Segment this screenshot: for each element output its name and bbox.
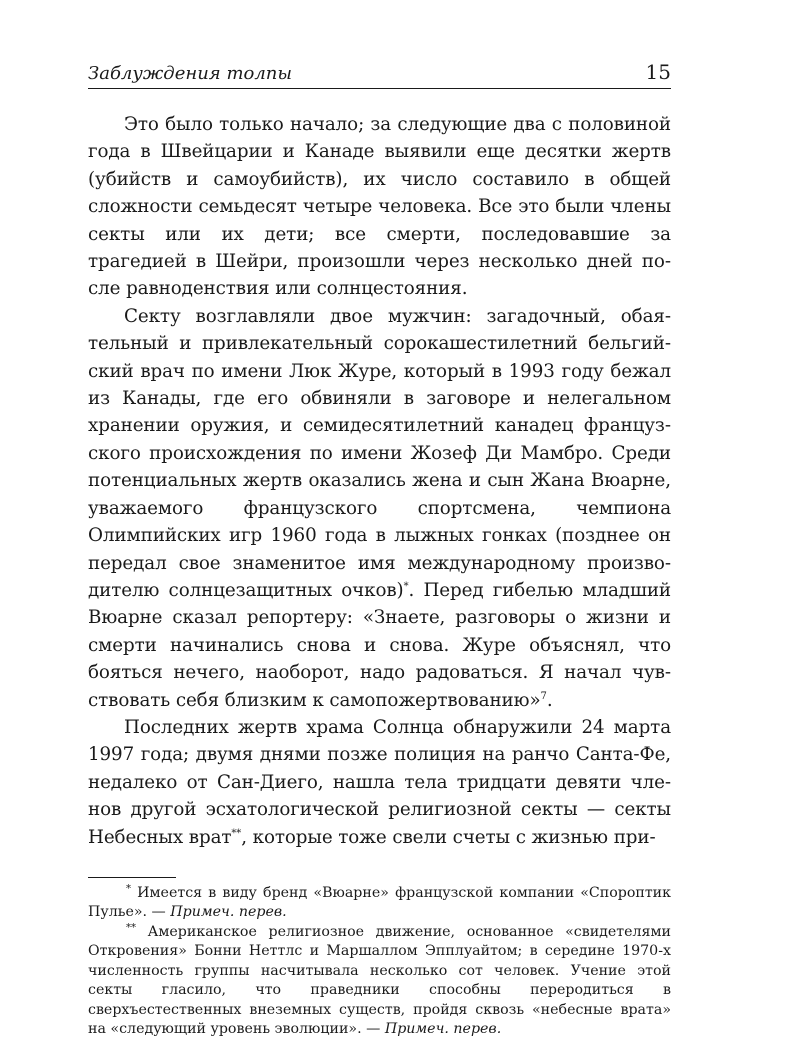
footnote-ref: * <box>403 580 409 592</box>
paragraph-2 <box>88 303 671 714</box>
paragraph-text: . <box>546 689 553 711</box>
footnote-text: Американское религиозное движение, основанное «свидетелями Откровения» Бонни Неттлс и Маршаллом Эпплуайтом; в середине 1970-х численность группы насчитывала несколько сот человек. Учение этой секты гласило, что праведники способны переродиться в сверхъестественных внеземных существ, пройдя сквозь «небесные врата» на «следующий уровень эволюции». — <box>88 923 671 1038</box>
footnote-2 <box>88 923 671 1040</box>
book-page <box>88 60 671 1040</box>
running-head <box>88 60 671 89</box>
footnote-1 <box>88 884 671 923</box>
paragraph-text: . Перед гибелью младший Вюарне сказал репортеру: «Знаете, разговоры о жизни и смерти начинались снова и снова. Журе объяснял, что бояться нечего, наоборот, надо радоваться. Я начал чувствовать себя близким к самопожертвованию» <box>88 579 672 711</box>
paragraph-text: , которые тоже свели счеты с жизнью при- <box>241 826 656 848</box>
footnote-ref: ** <box>231 827 242 839</box>
footnote-mark: * <box>126 883 131 895</box>
body-text <box>88 111 671 851</box>
paragraph-text: Секту возглавляли двое мужчин: загадочный, обаятельный и привлекательный сорокашестилетний бельгийский врач по имени Люк Журе, который в 1993 году бежал из Канады, где его обвиняли в заговоре и нелегальном хранении оружия, и семидесятилетний канадец французского происхождения по имени Жозеф Ди Мамбро. Среди потенциальных жертв оказались жена и сын Жана Вюарне, уважаемого французского спортсмена, чемпиона Олимпийских игр 1960 года в лыжных гонках (позднее он передал свое знаменитое имя международному производителю солнцезащитных очков) <box>88 305 671 601</box>
footnote-mark: ** <box>126 922 136 934</box>
translator-note: Примеч. перев. <box>384 1021 502 1038</box>
paragraph-1 <box>88 111 671 303</box>
paragraph-text: Последних жертв храма Солнца обнаружили 24 марта 1997 года; двумя днями позже полиция на ранчо Санта-Фе, недалеко от Сан-Диего, нашла тела тридцати девяти членов другой эсхатологической религиозной секты — секты Небесных врат <box>88 716 671 848</box>
footnote-divider <box>88 877 176 878</box>
page-number: 15 <box>645 60 671 84</box>
running-title: Заблуждения толпы <box>88 63 293 84</box>
footnotes <box>88 884 671 1040</box>
translator-note: Примеч. перев. <box>170 904 287 921</box>
footnote-text: Имеется в виду бренд «Вюарне» французской компании «Спороптик Пулье». — <box>88 884 671 921</box>
endnote-ref: 7 <box>540 690 547 702</box>
paragraph-3 <box>88 714 671 851</box>
paragraph-text: Это было только начало; за следующие два с половиной года в Швейцарии и Канаде выявили еще десятки жертв (убийств и самоубийств), их число составило в общей сложности семьдесят четыре человека. Все это были члены секты или их дети; все смерти, последовавшие за трагедией в Шейри, произошли через несколько дней после равноденствия или солнцестояния. <box>88 114 671 300</box>
